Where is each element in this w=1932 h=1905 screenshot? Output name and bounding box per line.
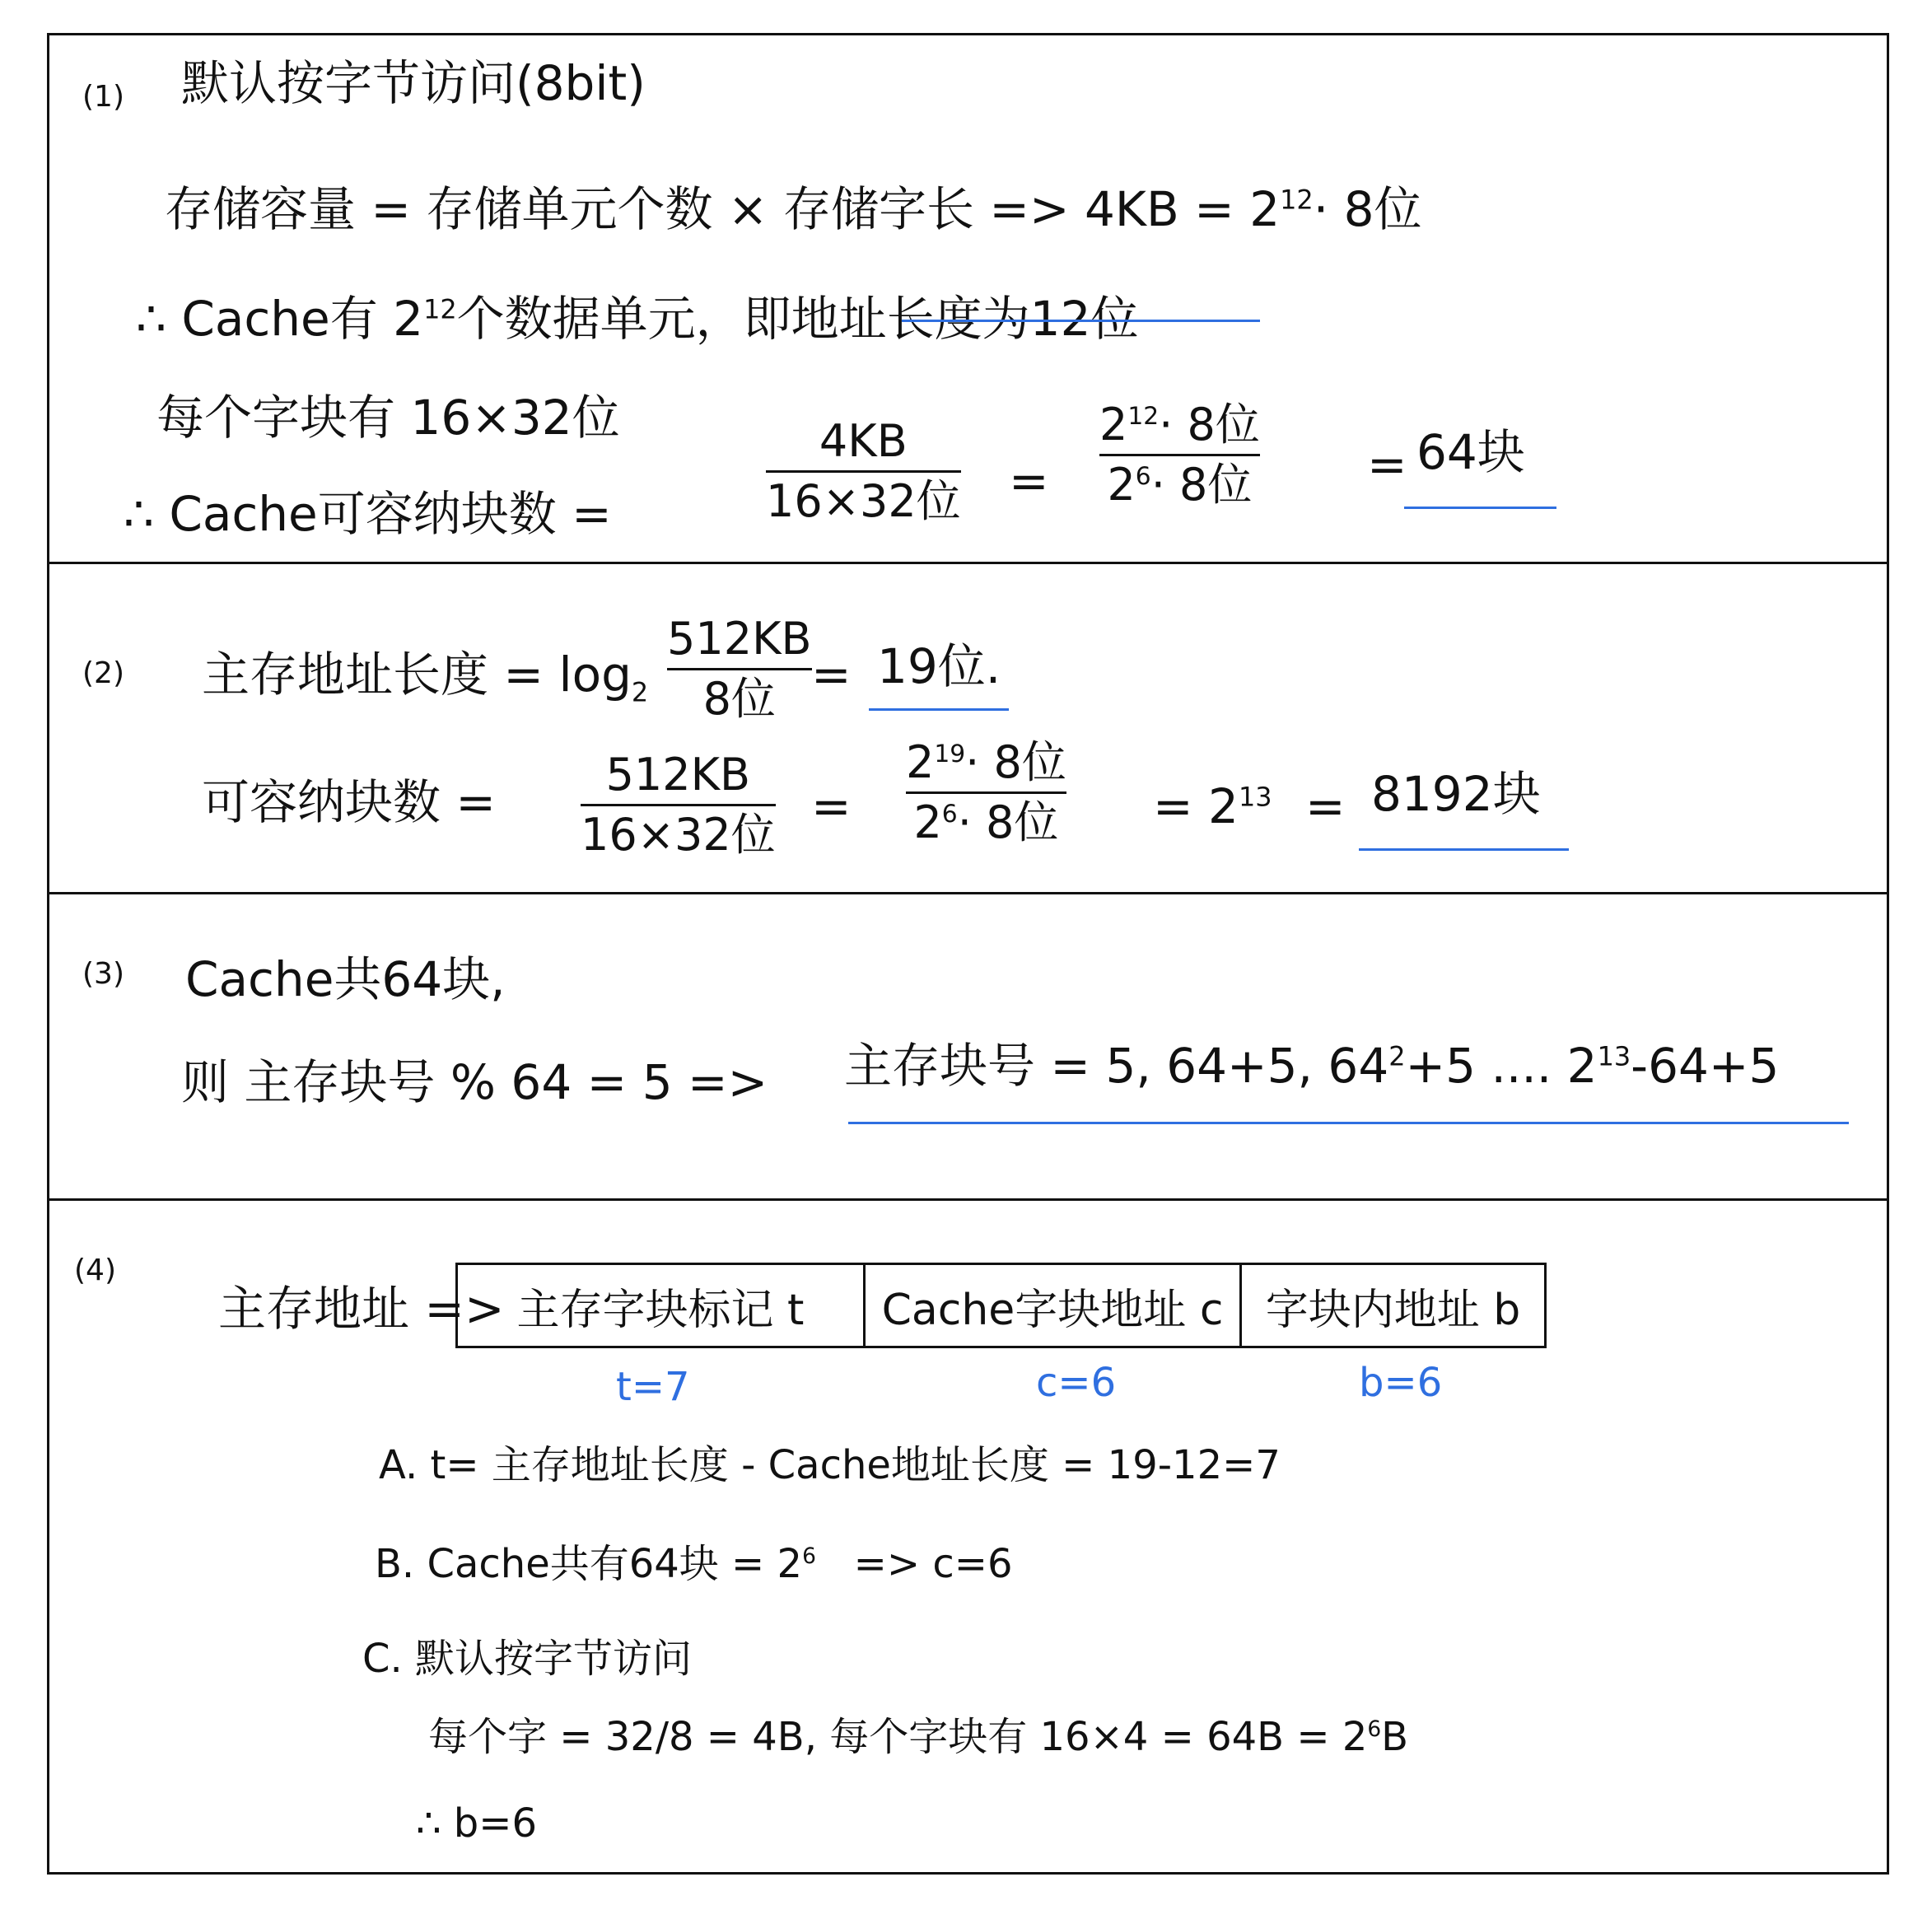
address-format-box [455, 1263, 1547, 1348]
s1-fraction-2: $2^{12}\cdot 8$位 $2^6\cdot 8$位 [1099, 399, 1260, 511]
value-b: b=6 [1359, 1360, 1443, 1406]
section-divider-3 [47, 1198, 1889, 1201]
field-cache-block-c: Cache字块地址 c [866, 1265, 1242, 1346]
s1-line-1: 默认按字节访问(8bit) [181, 55, 646, 111]
s2-fraction-1: 512KB 8位 [667, 613, 812, 726]
section-4-label: (4) [74, 1254, 116, 1287]
section-2-label: (2) [82, 656, 124, 690]
s3-block-number-list: 主存块号 = 5, 64+5, $64^2+5$ .... $2^{13}-64+5$ [844, 1038, 1780, 1094]
s2-equals-4: = [1305, 778, 1346, 834]
section-divider-2 [47, 892, 1889, 894]
s4-item-c-conclusion: ∴ b=6 [416, 1800, 538, 1847]
s3-underline-block-numbers [848, 1122, 1849, 1124]
field-offset-b: 字块内地址 b [1265, 1285, 1521, 1335]
s1-line-3: ∴ Cache有 $2^{12}$个数据单元，即地址长度为12位 [136, 291, 1139, 347]
s3-line-1: Cache共64块, [185, 951, 506, 1007]
field-tag-t: 主存字块标记 t [458, 1265, 866, 1346]
s1-line-5: ∴ Cache可容纳块数 = [124, 486, 612, 542]
s4-address-prefix: 主存地址 => [218, 1281, 505, 1337]
s2-line-1: 主存地址长度 = $\log_2$ [202, 647, 649, 708]
s2-answer-blocks: 8192块 [1371, 766, 1541, 822]
s1-underline-address-length [902, 320, 1260, 322]
s1-equals-1: = [1009, 453, 1049, 509]
s1-line-4: 每个字块有 16×32位 [156, 390, 620, 446]
s2-fraction-2: 512KB 16×32位 [581, 749, 776, 861]
value-c: c=6 [1036, 1360, 1117, 1406]
section-1-label: (1) [82, 80, 124, 114]
section-3-label: (3) [82, 957, 124, 991]
s4-item-a: A. t= 主存地址长度 - Cache地址长度 = 19-12=7 [379, 1442, 1281, 1488]
s2-equals-1: = [811, 647, 852, 703]
s1-line-2: 存储容量 = 存储单元个数 × 存储字长 => $4KB = 2^{12}\cdot 8$位 [165, 181, 1422, 237]
s2-equals-3: = $2^{13}$ [1153, 778, 1272, 834]
s4-item-c-detail: 每个字 = 32/8 = 4B, 每个字块有 $16\times 4 = 64B = 2^6B$ [428, 1714, 1409, 1760]
s1-equals-2: = [1367, 437, 1407, 493]
s1-underline-answer [1404, 507, 1556, 509]
s3-line-2: 则 主存块号 % 64 = 5 => [181, 1054, 768, 1110]
s2-underline-blocks [1359, 848, 1569, 851]
s1-answer-blocks: 64块 [1416, 424, 1525, 480]
section-divider-1 [47, 562, 1889, 564]
s2-line-2: 可容纳块数 = [202, 774, 497, 830]
value-t: t=7 [616, 1364, 690, 1410]
s4-item-c: C. 默认按字节访问 [362, 1636, 693, 1682]
s2-fraction-3: $2^{19}\cdot 8$位 $2^6\cdot 8$位 [906, 736, 1066, 849]
s1-fraction-1: 4KB 16×32位 [766, 415, 961, 528]
s4-item-b: B. Cache共有64块 = $2^6$ => c=6 [375, 1541, 1013, 1587]
address-length-answer: 地址长度为12位 [791, 291, 1139, 347]
s2-answer-address-length: 19位. [877, 638, 1001, 694]
s2-underline-address-length [869, 708, 1009, 711]
s2-equals-2: = [811, 778, 852, 834]
